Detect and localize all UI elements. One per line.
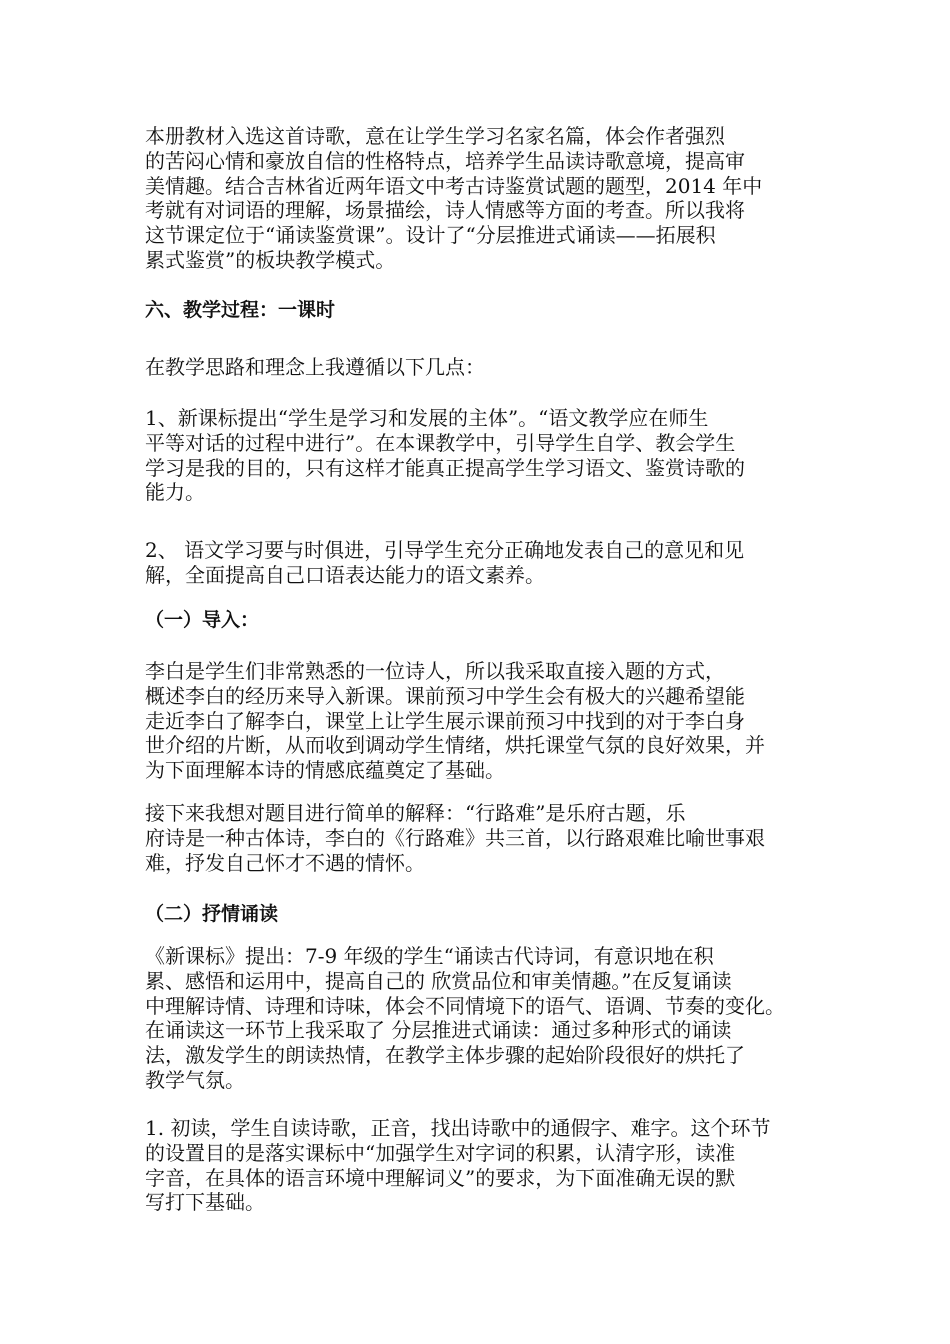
text-line: 解，全面提高自己口语表达能力的语文素养。 bbox=[145, 562, 545, 587]
text-line: 《新课标》提出：7-9 年级的学生“诵读古代诗词，有意识地在积 bbox=[145, 944, 714, 968]
text-line: 世介绍的片断，从而收到调动学生情绪，烘托课堂气氛的良好效果，并 bbox=[145, 733, 765, 758]
text-line: 考就有对词语的理解，场景描绘，诗人情感等方面的考查。所以我将 bbox=[145, 198, 745, 223]
paragraph-first-reading bbox=[145, 1116, 813, 1215]
text-line: 1、新课标提出“学生是学习和发展的主体”。“语文教学应在师生 bbox=[145, 406, 709, 430]
text-line: 接下来我想对题目进行简单的解释：“行路难”是乐府古题，乐 bbox=[145, 801, 686, 825]
text-line: 的设置目的是落实课标中“加强学生对字词的积累，认清字形，读准 bbox=[145, 1140, 736, 1165]
paragraph-textbook-intro bbox=[145, 124, 813, 273]
text-line: 教学气氛。 bbox=[145, 1067, 245, 1092]
paragraph-title-explanation bbox=[145, 801, 813, 875]
section-heading-lyrical-reading: （二）抒情诵读 bbox=[145, 903, 279, 925]
text-line: 1. 初读，学生自读诗歌，正音，找出诗歌中的通假字、难字。这个环节 bbox=[145, 1116, 771, 1140]
text-line: 字音，在具体的语言环境中理解词义”的要求，为下面准确无误的默 bbox=[145, 1165, 736, 1190]
text-line: 的苦闷心情和豪放自信的性格特点，培养学生品读诗歌意境，提高审 bbox=[145, 148, 745, 173]
text-line: 李白是学生们非常熟悉的一位诗人，所以我采取直接入题的方式， bbox=[145, 659, 725, 683]
section-heading-introduction: （一）导入： bbox=[145, 609, 260, 631]
text-line: 中理解诗情、诗理和诗味，体会不同情境下的语气、语调、节奏的变化。 bbox=[145, 993, 785, 1018]
paragraph-point-2 bbox=[145, 538, 813, 588]
paragraph-new-curriculum bbox=[145, 944, 813, 1093]
text-line: 累式鉴赏”的板块教学模式。 bbox=[145, 247, 396, 272]
paragraph-li-bai-intro bbox=[145, 659, 813, 783]
text-line: 府诗是一种古体诗，李白的《行路难》共三首，以行路艰难比喻世事艰 bbox=[145, 825, 765, 850]
text-line: 能力。 bbox=[145, 480, 205, 505]
text-line: 累、感悟和运用中，提高自己的 欣赏品位和审美情趣。”在反复诵读 bbox=[145, 968, 732, 993]
section-heading-teaching-process: 六、教学过程：一课时 bbox=[145, 299, 336, 321]
text-line: 2、 语文学习要与时俱进，引导学生充分正确地发表自己的意见和见 bbox=[145, 538, 745, 562]
text-line: 美情趣。结合吉林省近两年语文中考古诗鉴赏试题的题型，2014 年中 bbox=[145, 173, 763, 198]
text-line: 写打下基础。 bbox=[145, 1190, 265, 1215]
text-line: 走近李白了解李白，课堂上让学生展示课前预习中找到的对于李白身 bbox=[145, 708, 745, 733]
text-line: 难，抒发自己怀才不遇的情怀。 bbox=[145, 850, 425, 875]
paragraph-principles-intro: 在教学思路和理念上我遵循以下几点： bbox=[145, 355, 485, 379]
text-line: 法，激发学生的朗读热情，在教学主体步骤的起始阶段很好的烘托了 bbox=[145, 1043, 745, 1068]
text-line: 为下面理解本诗的情感底蕴奠定了基础。 bbox=[145, 758, 505, 783]
text-line: 这节课定位于“诵读鉴赏课”。设计了“分层推进式诵读——拓展积 bbox=[145, 223, 716, 248]
text-line: 平等对话的过程中进行”。在本课教学中，引导学生自学、教会学生 bbox=[145, 430, 736, 455]
text-line: 学习是我的目的，只有这样才能真正提高学生学习语文、鉴赏诗歌的 bbox=[145, 455, 745, 480]
paragraph-point-1 bbox=[145, 406, 813, 505]
text-line: 概述李白的经历来导入新课。课前预习中学生会有极大的兴趣希望能 bbox=[145, 683, 745, 708]
text-line: 本册教材入选这首诗歌，意在让学生学习名家名篇，体会作者强烈 bbox=[145, 124, 725, 148]
text-line: 在诵读这一环节上我采取了 分层推进式诵读：通过多种形式的诵读 bbox=[145, 1018, 732, 1043]
